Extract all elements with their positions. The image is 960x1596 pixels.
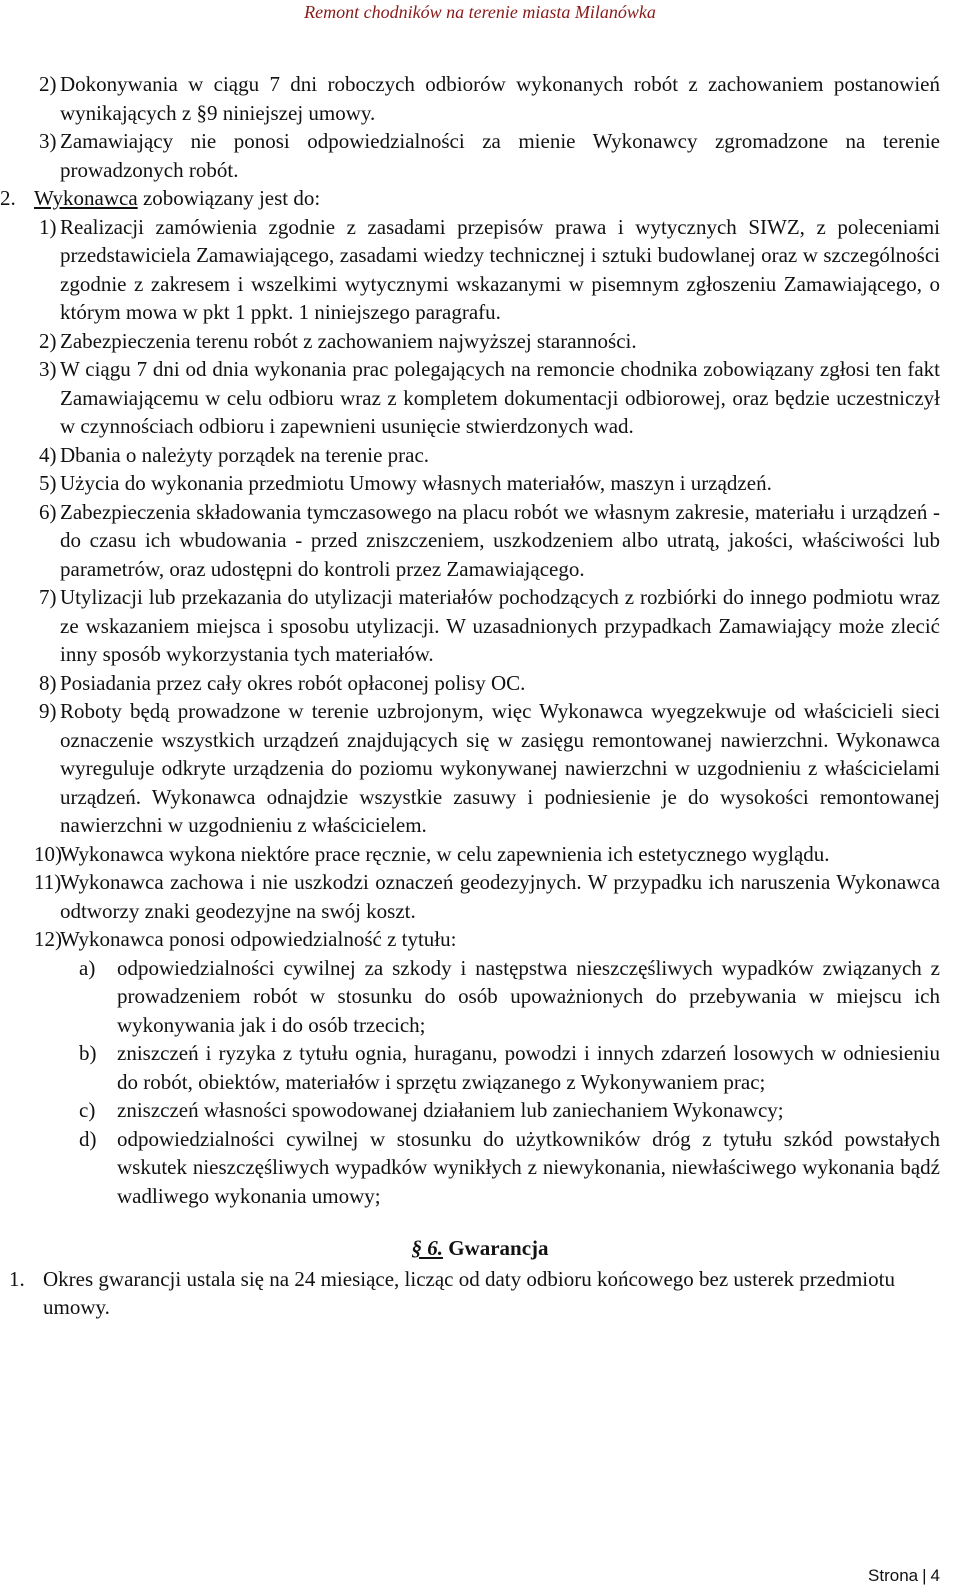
sub-list-item — [0, 1096, 960, 1125]
list-item — [0, 498, 960, 584]
list-item — [0, 70, 960, 127]
item-number: 6) — [39, 499, 57, 524]
item-number: 11) — [34, 870, 62, 894]
section-title: Gwarancja — [448, 1236, 549, 1260]
item-number: 2) — [39, 72, 57, 96]
item-number: 8) — [39, 670, 57, 695]
item-text: Utylizacji lub przekazania do utylizacji materiałów pochodzących z rozbiórki do innego podmiotu wraz ze wskazaniem miejsca i sposobu utylizacji. W uzasadnionych przypadkach Zamawiający może zlecić inny sposób wykorzystania tych materiałów. — [60, 585, 940, 666]
item-text: Dokonywania w ciągu 7 dni roboczych odbiorów wykonanych robót z zachowaniem postanowień wynikających z §9 niniejszej umowy. — [60, 72, 940, 125]
section-title-rest: zobowiązany jest do: — [137, 186, 321, 210]
list-item — [0, 327, 960, 356]
sub-item-text: zniszczeń własności spowodowanej działaniem lub zaniechaniem Wykonawcy; — [117, 1098, 784, 1122]
list-item — [0, 697, 960, 840]
item-number: 5) — [39, 471, 57, 495]
item-number: 12) — [34, 927, 62, 951]
sub-item-letter: c) — [79, 1098, 96, 1122]
section-heading-gwarancja — [0, 1234, 960, 1263]
item-text: Użycia do wykonania przedmiotu Umowy własnych materiałów, maszyn i urządzeń. — [60, 471, 772, 495]
item-number: 1. — [9, 1266, 25, 1291]
list-item — [0, 840, 960, 869]
list-item — [0, 441, 960, 470]
section-number: 2. — [0, 186, 16, 210]
item-number: 9) — [39, 699, 57, 723]
item-text: Zamawiający nie ponosi odpowiedzialności za mienie Wykonawcy zgromadzone na terenie prowadzonych robót. — [60, 129, 940, 182]
item-number: 3) — [39, 129, 57, 153]
item-text: Zabezpieczenia terenu robót z zachowaniem najwyższej staranności. — [60, 328, 637, 353]
page-separator: | — [922, 1566, 927, 1585]
list-item — [0, 469, 960, 498]
sub-item-text: odpowiedzialności cywilnej za szkody i następstwa nieszczęśliwych wypadków związanych z prowadzeniem robót w stosunku do osób upoważnionych do przebywania w miejscu ich wykonywania jak i do osób trzecich; — [117, 955, 940, 1037]
item-number: 1) — [39, 214, 57, 239]
sub-item-text: odpowiedzialności cywilnej w stosunku do użytkowników dróg z tytułu szkód powstałych wskutek nieszczęśliwych wypadków wynikłych z niewykonania, niewłaściwego wykonania bądź wadliwego wykonania umowy; — [117, 1126, 940, 1208]
list-item — [0, 127, 960, 184]
sub-list-item — [0, 954, 960, 1040]
item-text: Roboty będą prowadzone w terenie uzbrojonym, więc Wykonawca wyegzekwuje od właścicieli sieci oznaczenie wszystkich urządzeń znajdujących się w zasięgu remontowanej nawierzchni. Wykonawca wyreguluje odkryte urządzenia do poziomu wykonywanej nawierzchni w uzgodnieniu z właścicielami urządzeń. Wykonawca odnajdzie wszystkie zasuwy i podniesienie je do wysokości remontowanej nawierzchni w uzgodnieniu z właścicielem. — [60, 699, 940, 837]
sub-list-item — [0, 1039, 960, 1096]
section-title: Wykonawca — [34, 186, 138, 210]
page-footer — [868, 1566, 940, 1586]
list-item — [0, 1265, 960, 1322]
sub-item-letter: a) — [79, 955, 96, 980]
item-text: Okres gwarancji ustala się na 24 miesiące, licząc od daty odbioru końcowego bez usterek przedmiotu umowy. — [43, 1266, 895, 1319]
running-header: Remont chodników na terenie miasta Milanówka — [304, 2, 656, 22]
sub-item-text: zniszczeń i ryzyka z tytułu ognia, huraganu, powodzi i innych zdarzeń losowych w odniesieniu do robót, obiektów, materiałów i sprzętu związanego z Wykonywaniem prac; — [117, 1041, 940, 1094]
item-text: Wykonawca wykona niektóre prace ręcznie, w celu zapewnienia ich estetycznego wyglądu. — [60, 841, 830, 866]
item-text: Realizacji zamówienia zgodnie z zasadami przepisów prawa i wytycznych SIWZ, z poleceniami przedstawiciela Zamawiającego, zasadami wiedzy technicznej i sztuki budowlanej oraz w szczególności zgodnie z zakresem i wszelkimi wytycznymi wskazanymi w pisemnym zgłoszeniu Zamawiającego, o którym mowa w pkt 1 ppkt. 1 niniejszego paragrafu. — [60, 214, 940, 324]
list-item — [0, 213, 960, 327]
paragraph-mark: § 6. — [411, 1236, 443, 1260]
item-number: 3) — [39, 357, 57, 381]
item-text: Wykonawca ponosi odpowiedzialność z tytułu: — [60, 927, 457, 951]
page-number: 4 — [930, 1566, 940, 1585]
document-body — [0, 70, 960, 1322]
item-text: Wykonawca zachowa i nie uszkodzi oznaczeń geodezyjnych. W przypadku ich naruszenia Wykonawca odtworzy znaki geodezyjne na swój koszt. — [60, 870, 940, 923]
list-item — [0, 669, 960, 698]
item-number: 7) — [39, 585, 57, 609]
list-item — [0, 868, 960, 925]
item-number: 10) — [34, 841, 62, 866]
item-text: Zabezpieczenia składowania tymczasowego na placu robót we własnym zakresie, materiału i urządzeń - do czasu ich wbudowania - przed zniszczeniem, uszkodzeniem albo utratą, jakości, właściwości lub parametrów, oraz udostępni do kontroli przez Zamawiającego. — [60, 499, 940, 581]
sub-list-item — [0, 1125, 960, 1211]
sub-item-letter: d) — [79, 1126, 97, 1151]
list-item — [0, 355, 960, 441]
item-number: 2) — [39, 328, 57, 353]
page-label: Strona — [868, 1566, 919, 1585]
list-item — [0, 925, 960, 954]
item-text: Posiadania przez cały okres robót opłaconej polisy OC. — [60, 670, 526, 695]
section-heading — [0, 184, 960, 213]
item-text: W ciągu 7 dni od dnia wykonania prac polegających na remoncie chodnika zobowiązany zgłosi ten fakt Zamawiającemu w celu odbioru wraz z kompletem dokumentacji odbiorowej, oraz będzie uczestniczył w czynnościach odbioru i zapewnieni usunięcie stwierdzonych wad. — [60, 357, 940, 438]
list-item — [0, 583, 960, 669]
item-text: Dbania o należyty porządek na terenie prac. — [60, 442, 430, 467]
item-number: 4) — [39, 442, 57, 467]
sub-item-letter: b) — [79, 1041, 97, 1065]
